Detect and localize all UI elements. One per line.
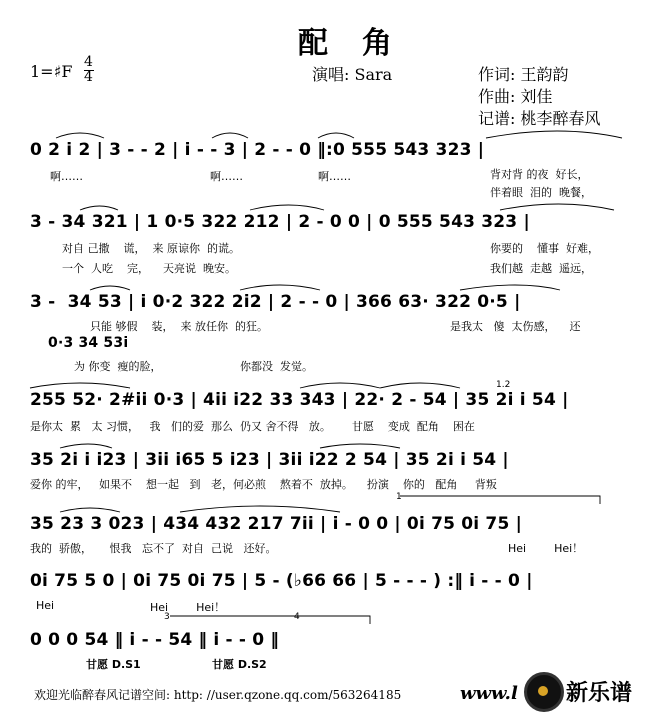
volta-label-3: 3 (164, 612, 170, 622)
score-row-7-notes: 0i 75 5 0 | 0i 75 0i 75 | 5 - (♭66 66 | 5 - - - ) :‖ i - - 0 | (30, 571, 533, 591)
slur (240, 285, 320, 290)
row-7-lyric-a: Hei (36, 599, 55, 612)
slur (80, 206, 118, 210)
row-2-lyric-verse2: 一个 人吃 完， 天亮说 晚安。 (62, 262, 236, 275)
score-row-6-notes: 35 23 3 023 | 434 432 217 7ii | i - 0 0 | 0i 75 0i 75 | (30, 514, 523, 534)
row-3-lyric-b: 是我太 傻 太伤感， 还 (450, 320, 581, 333)
slur (30, 383, 130, 388)
row-2-lyric-verse1: 对自 己撒 谎， 来 原谅你 的谎。 (62, 242, 240, 255)
row-5-lyric: 爱你 的牢， 如果不 想一起 到 老，何必煎 熬着不 放掉。 扮演 你的 配角 背叛 (30, 478, 497, 491)
lyricist-credit: 作词: 王韵韵 (478, 65, 569, 84)
slur (60, 444, 112, 448)
volta-label-4: 4 (294, 612, 300, 622)
footer-credit: 欢迎光临醉春风记谱空间: http: //user.qzone.qq.com/563264185 (34, 688, 402, 702)
row-3-lyric-a: 只能 够假 装， 来 放任你 的狂。 (90, 320, 268, 333)
row-8-lyric-ds1: 甘愿 D.S1 (86, 658, 141, 671)
row-8-lyric-ds2: 甘愿 D.S2 (212, 658, 267, 671)
logo-brand: 新乐谱 (566, 681, 633, 706)
row-3b-lyric-a: 为 你变 瘦的脸， (74, 360, 162, 373)
row-3b-lyric-b: 你都没 发觉。 (240, 360, 313, 373)
vinyl-logo-icon (524, 672, 564, 712)
row-6-lyric-a: 我的 骄傲， 恨我 忘不了 对自 己说 还好。 (30, 542, 277, 555)
slur (486, 131, 622, 138)
volta-bracket (400, 496, 600, 504)
slur (318, 133, 354, 138)
row-2-lyric-verse2-b: 我们越 走越 遥远， (490, 262, 592, 275)
score-row-3-notes: 3 - 34 53 | i 0·2 322 2i2 | 2 - - 0 | 366 63· 322 0·5 | (30, 292, 521, 312)
slur (212, 133, 248, 138)
slur (180, 506, 340, 512)
slur (320, 444, 400, 448)
row-4-lyric: 是你太 累 太 习惯， 我 们的爱 那么 仍又 舍不得 放。 甘愿 变成 配角 困在 (30, 420, 475, 433)
song-title: 配 角 (298, 26, 394, 61)
score-row-3b-notes: 0·3 34 53i (48, 335, 129, 351)
score-row-4-notes: 255 52· 2#ii 0·3 | 4ii i22 33 343 | 22· 2 - 54 | 35 2i i 54 | (30, 390, 569, 410)
volta-label-1: 1 (396, 492, 402, 502)
slur (90, 286, 130, 290)
score-row-5-notes: 35 2i i i23 | 3ii i65 5 i23 | 3ii i22 2 54 | 35 2i i 54 | (30, 450, 509, 470)
volta-bracket (250, 616, 370, 624)
transcriber-credit: 记谱: 桃李醉春风 (478, 109, 601, 128)
row-1-lyric-a: 啊…… (50, 170, 83, 183)
slur (500, 204, 614, 210)
composer-credit: 作曲: 刘佳 (478, 87, 553, 106)
volta-label-12: 1.2 (496, 380, 511, 390)
time-signature-top: 4 (84, 54, 93, 70)
row-1-lyric-verse2: 伴着眼 泪的 晚餐， (490, 186, 592, 199)
slur (460, 285, 560, 290)
slur (250, 205, 324, 210)
row-1-lyric-b: 啊…… (210, 170, 243, 183)
slur (60, 508, 120, 512)
score-row-8-notes: 0 0 0 54 ‖ i - - 54 ‖ i - - 0 ‖ (30, 630, 280, 650)
logo-url-text: www.l (460, 683, 518, 704)
slur (56, 133, 104, 138)
row-7-lyric-b: Hei Hei！ (150, 601, 226, 614)
slur (300, 383, 380, 388)
score-row-2-notes: 3 - 34 321 | 1 0·5 322 212 | 2 - 0 0 | 0 555 543 323 | (30, 212, 530, 232)
row-6-lyric-b: Hei Hei！ (508, 542, 584, 555)
singer-credit: 演唱: Sara (312, 65, 393, 84)
slur (380, 383, 460, 388)
row-1-lyric-verse1: 背对背 的夜 好长， (490, 168, 589, 181)
row-2-lyric-verse1-b: 你要的 懂事 好难， (490, 242, 599, 255)
key-signature: 1=♯F (30, 62, 73, 81)
row-1-lyric-c: 啊…… (318, 170, 351, 183)
score-row-1-notes: 0 2 i 2 | 3 - - 2 | i - - 3 | 2 - - 0 ‖:0 555 543 323 | (30, 140, 485, 160)
time-signature-bottom: 4 (84, 69, 93, 85)
